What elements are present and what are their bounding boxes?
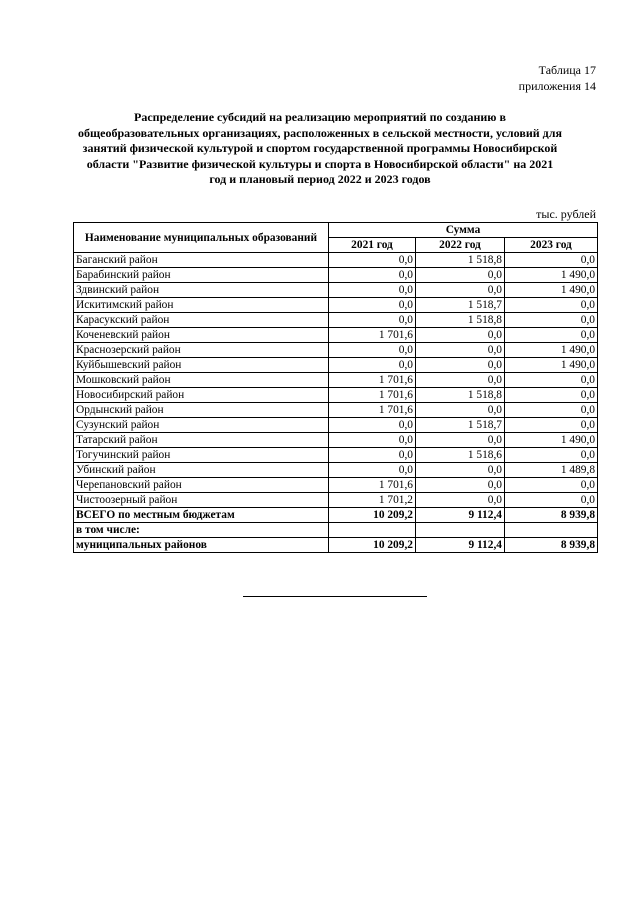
table-row [74,448,598,463]
value-2021: 1 701,2 [329,493,416,508]
total-2022: 9 112,4 [416,508,505,523]
document-title: Распределение субсидий на реализацию мероприятий по созданию в общеобразовательных организациях, расположенных в сельской местности, условий для занятий физической культурой и спортом государственной программы Новосибирской области "Развитие физической культуры и спорта в Новосибирской области" на 2021 год и плановый период 2022 и 2023 годов [78,110,562,187]
total-2021: 10 209,2 [329,508,416,523]
table-row [74,373,598,388]
value-2023: 1 490,0 [505,268,598,283]
table-row [74,358,598,373]
district-name: Карасукский район [74,313,329,328]
value-2021: 0,0 [329,358,416,373]
value-2021: 1 701,6 [329,478,416,493]
municipal-2023: 8 939,8 [505,538,598,553]
district-name: Сузунский район [74,418,329,433]
value-2022: 0,0 [416,463,505,478]
district-name: Убинский район [74,463,329,478]
district-name: Новосибирский район [74,388,329,403]
district-name: Искитимский район [74,298,329,313]
column-header-sum: Сумма [329,223,598,238]
district-name: Баганский район [74,253,329,268]
value-2023: 0,0 [505,448,598,463]
table-row [74,283,598,298]
value-2021: 1 701,6 [329,403,416,418]
value-2023: 0,0 [505,253,598,268]
value-2022: 0,0 [416,283,505,298]
value-2023: 1 490,0 [505,343,598,358]
table-reference: Таблица 17 [538,63,596,77]
value-2022: 0,0 [416,358,505,373]
value-2022: 1 518,8 [416,253,505,268]
district-name: Здвинский район [74,283,329,298]
table-row [74,328,598,343]
column-header-name: Наименование муниципальных образований [74,223,329,253]
table-row [74,493,598,508]
value-2021: 0,0 [329,268,416,283]
table-row [74,343,598,358]
units-label: тыс. рублей [536,207,596,221]
empty-cell [329,523,416,538]
value-2022: 1 518,7 [416,418,505,433]
table-row [74,313,598,328]
value-2022: 0,0 [416,373,505,388]
empty-cell [505,523,598,538]
district-name: Тогучинский район [74,448,329,463]
value-2022: 0,0 [416,268,505,283]
table-row [74,253,598,268]
value-2023: 1 490,0 [505,283,598,298]
appendix-reference: приложения 14 [518,79,596,93]
table-row [74,463,598,478]
value-2023: 1 489,8 [505,463,598,478]
municipal-2022: 9 112,4 [416,538,505,553]
value-2021: 0,0 [329,253,416,268]
district-name: Ордынский район [74,403,329,418]
value-2023: 1 490,0 [505,433,598,448]
subsidy-table [73,222,598,553]
including-row [74,523,598,538]
empty-cell [416,523,505,538]
table-row [74,418,598,433]
total-2023: 8 939,8 [505,508,598,523]
column-header-2021: 2021 год [329,238,416,253]
district-name: Чистоозерный район [74,493,329,508]
value-2021: 0,0 [329,433,416,448]
table-row [74,433,598,448]
value-2023: 0,0 [505,388,598,403]
value-2022: 0,0 [416,403,505,418]
value-2022: 0,0 [416,478,505,493]
value-2023: 0,0 [505,418,598,433]
value-2022: 1 518,8 [416,388,505,403]
value-2023: 1 490,0 [505,358,598,373]
table-row [74,388,598,403]
value-2023: 0,0 [505,298,598,313]
table-row [74,268,598,283]
value-2021: 1 701,6 [329,388,416,403]
value-2023: 0,0 [505,493,598,508]
district-name: Мошковский район [74,373,329,388]
value-2021: 0,0 [329,298,416,313]
value-2022: 1 518,7 [416,298,505,313]
table-row [74,478,598,493]
district-name: Куйбышевский район [74,358,329,373]
column-header-2022: 2022 год [416,238,505,253]
municipal-label: муниципальных районов [74,538,329,553]
municipal-2021: 10 209,2 [329,538,416,553]
closing-line [243,596,427,597]
district-name: Татарский район [74,433,329,448]
value-2022: 0,0 [416,433,505,448]
value-2022: 0,0 [416,493,505,508]
value-2023: 0,0 [505,373,598,388]
district-name: Краснозерский район [74,343,329,358]
value-2021: 0,0 [329,283,416,298]
column-header-2023: 2023 год [505,238,598,253]
value-2022: 0,0 [416,328,505,343]
table-row [74,298,598,313]
value-2022: 1 518,8 [416,313,505,328]
value-2023: 0,0 [505,478,598,493]
table-row [74,403,598,418]
district-name: Черепановский район [74,478,329,493]
value-2021: 0,0 [329,463,416,478]
value-2023: 0,0 [505,328,598,343]
including-label: в том числе: [74,523,329,538]
value-2023: 0,0 [505,403,598,418]
value-2022: 0,0 [416,343,505,358]
value-2021: 1 701,6 [329,328,416,343]
municipal-row [74,538,598,553]
value-2021: 0,0 [329,343,416,358]
district-name: Барабинский район [74,268,329,283]
total-row [74,508,598,523]
value-2021: 0,0 [329,448,416,463]
value-2021: 0,0 [329,313,416,328]
district-name: Коченевский район [74,328,329,343]
value-2023: 0,0 [505,313,598,328]
value-2021: 1 701,6 [329,373,416,388]
value-2022: 1 518,6 [416,448,505,463]
total-label: ВСЕГО по местным бюджетам [74,508,329,523]
value-2021: 0,0 [329,418,416,433]
